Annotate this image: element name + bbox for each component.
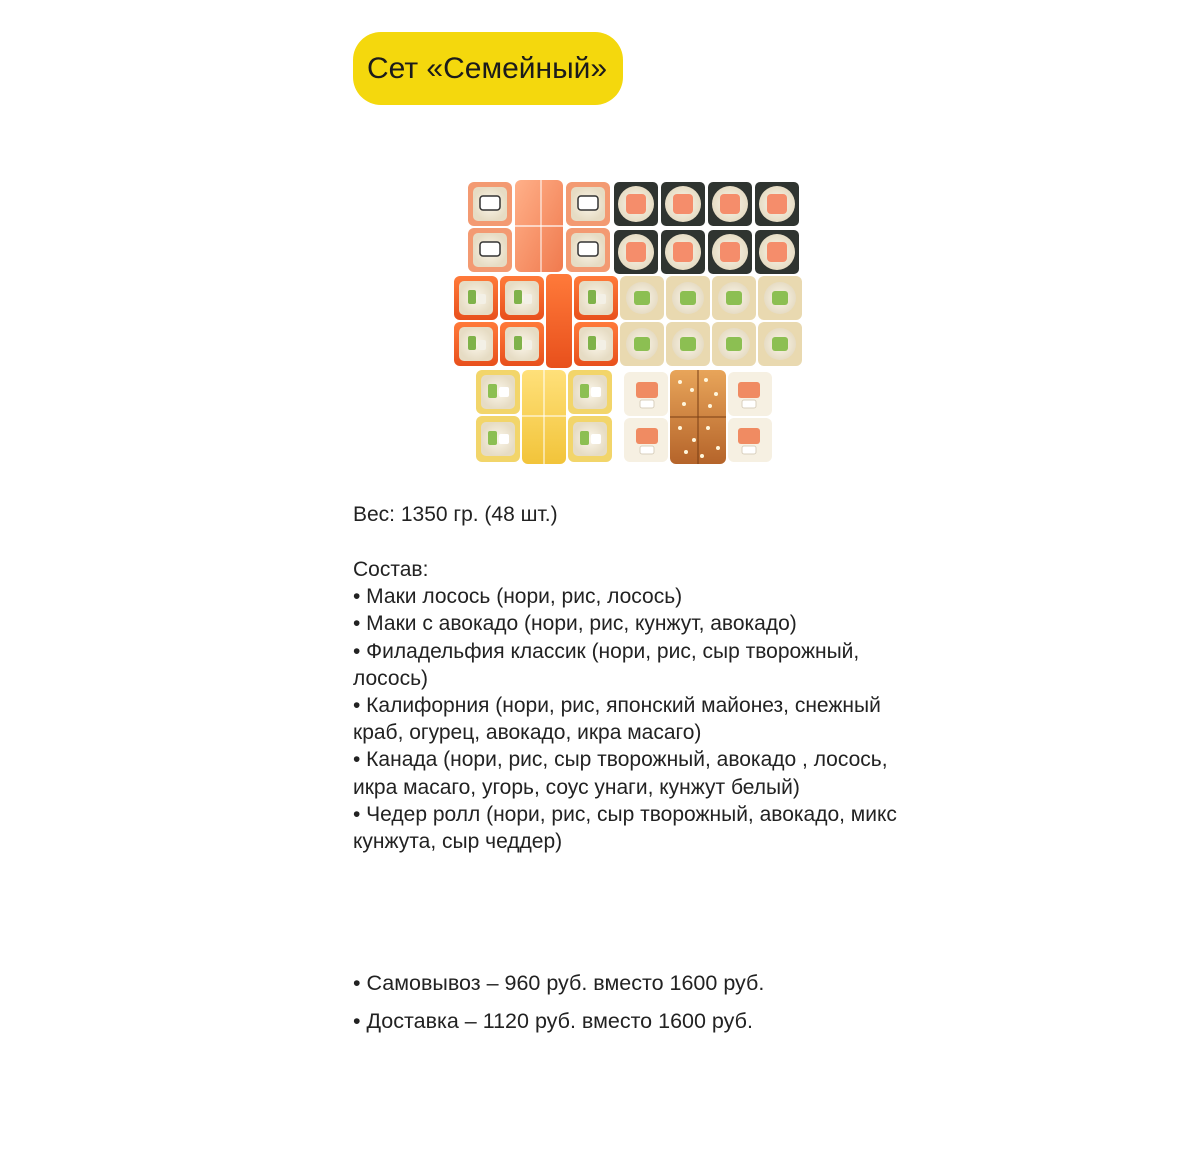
pickup-price: • Самовывоз – 960 руб. вместо 1600 руб.	[353, 971, 765, 995]
composition-heading	[353, 556, 923, 583]
composition-block	[353, 556, 923, 855]
composition-item: • Канада (нори, рис, сыр творожный, авокадо , лосось, икра масаго, угорь, соус унаги, кунжут белый)	[353, 748, 888, 799]
product-weight: Вес: 1350 гр. (48 шт.)	[353, 503, 558, 526]
composition-item: • Чедер ролл (нори, рис, сыр творожный, авокадо, микс кунжута, сыр чеддер)	[353, 802, 897, 854]
cheddar-roll-group	[476, 370, 612, 464]
composition-item: • Калифорния (нори, рис, японский майонез, снежный краб, огурец, авокадо, икра масаго)	[353, 694, 881, 745]
delivery-price: • Доставка – 1120 руб. вместо 1600 руб.	[353, 1009, 753, 1033]
price-block	[353, 967, 764, 1043]
composition-heading-colon: :	[422, 558, 429, 581]
philadelphia-roll-group	[468, 180, 610, 272]
canada-roll-group	[624, 370, 772, 464]
sushi-set-photo	[440, 160, 810, 500]
composition-item: • Маки с авокадо (нори, рис, кунжут, авокадо)	[353, 612, 797, 636]
maki-avocado-group	[620, 276, 802, 366]
composition-item: • Филадельфия классик (нори, рис, сыр творожный, лосось)	[353, 639, 860, 690]
maki-salmon-group	[614, 182, 799, 274]
composition-item: • Маки лосось (нори, рис, лосось)	[353, 585, 683, 609]
composition-heading-label: Состав	[353, 558, 423, 581]
product-title: Сет «Семейный»	[353, 32, 623, 105]
california-roll-group	[454, 274, 618, 368]
